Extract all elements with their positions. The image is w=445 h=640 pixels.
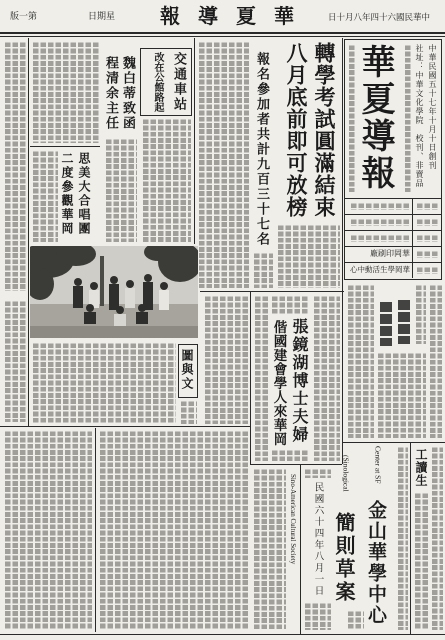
group-photo xyxy=(30,246,198,338)
wei-headline-2: 程清余主任 xyxy=(103,56,118,131)
masthead-grid-rule xyxy=(345,230,441,231)
staff-label xyxy=(415,202,439,210)
society-english-name: Sino-American Cultural Society xyxy=(289,474,297,565)
header-rule-thin xyxy=(0,36,445,37)
masthead-grid-rule xyxy=(345,246,441,247)
header-rule xyxy=(0,32,445,34)
left-margin-text xyxy=(3,300,26,422)
column-rule xyxy=(300,464,301,634)
wei-headline-1: 魏白蒂致函 xyxy=(120,56,135,131)
bottom-article-text xyxy=(3,430,92,630)
masthead-address: 社址：中華文化學院 xyxy=(415,44,424,125)
article-rule xyxy=(30,146,100,147)
notice-headline-block xyxy=(398,298,410,344)
sinology-body-text xyxy=(303,468,331,478)
footer-rule xyxy=(0,634,445,635)
masthead-grid-divider xyxy=(412,198,413,278)
work-study-headline: 工讀生 xyxy=(414,448,428,487)
staff-value xyxy=(349,202,409,210)
zhang-body-text xyxy=(253,295,268,461)
masthead-founded: 中華民國五十七年十月十日創刊 xyxy=(428,44,437,170)
chorus-headline-1: 思美大合唱團 xyxy=(77,152,91,236)
page-label: 第一版 xyxy=(10,12,38,22)
masthead-distributor: 華岡學生活動中心 xyxy=(350,265,410,274)
section-rule xyxy=(200,291,344,292)
zhang-body-text xyxy=(270,295,308,315)
lead-subhead: 報名參加者共計九百三十七名 xyxy=(254,52,269,247)
sinology-headline-2: 簡則草案 xyxy=(332,512,356,604)
lead-body-text xyxy=(252,252,273,288)
chorus-body-text xyxy=(31,150,58,242)
masthead-grid-rule xyxy=(345,262,441,263)
left-margin-text xyxy=(3,41,26,291)
column-rule xyxy=(410,442,411,634)
staff-label xyxy=(415,266,439,274)
chorus-headline-2: 二度參觀華岡 xyxy=(60,152,74,236)
staff-label xyxy=(415,234,439,242)
zhang-body-text xyxy=(270,449,308,461)
column-rule xyxy=(342,38,343,464)
bus-headline-1: 交通車站 xyxy=(171,52,186,112)
masthead-issue-column xyxy=(347,44,355,192)
notice-body-text xyxy=(376,352,426,438)
bus-body-text xyxy=(141,118,191,242)
section-rule xyxy=(0,426,250,427)
staff-label xyxy=(415,218,439,226)
lead-headline-2: 八月底前即可放榜 xyxy=(284,42,309,218)
masthead-title: 華夏導報 xyxy=(355,44,395,192)
lead-headline-1: 轉學考試圓滿結束 xyxy=(312,42,337,218)
bus-headline-2: 改在公館路起 xyxy=(152,52,163,112)
photo-article-text xyxy=(31,342,176,424)
lead-body-text xyxy=(276,224,340,288)
sinology-headline-1: 金山華學中心 xyxy=(365,500,387,626)
work-study-body-text xyxy=(413,492,428,630)
staff-value xyxy=(349,234,409,242)
section-rule xyxy=(342,442,445,443)
notice-body-text xyxy=(414,284,426,344)
sinology-body-text xyxy=(396,446,408,630)
photo-article-text xyxy=(203,295,248,424)
staff-label xyxy=(415,250,439,258)
staff-value xyxy=(349,218,409,226)
photo-caption: 圖與文 xyxy=(180,349,194,391)
masthead-grid-rule xyxy=(345,214,441,215)
column-rule xyxy=(194,38,195,244)
masthead-grid-rule xyxy=(345,198,441,199)
column-rule xyxy=(95,428,96,632)
sinology-english-label-1: Center at SF xyxy=(373,446,383,484)
sinology-body-text xyxy=(346,610,364,630)
issue-date: 中華民國六十四年八月十日 xyxy=(328,13,431,23)
sinology-date: 民國六十四年八月一日 xyxy=(312,482,324,597)
sinology-body-text xyxy=(303,602,331,630)
wei-body-text xyxy=(31,41,99,143)
notice-body-text xyxy=(346,284,374,438)
weekday: 星期日 xyxy=(88,12,116,22)
notice-body-text xyxy=(428,284,442,438)
masthead-printer: 華岡印刷廠 xyxy=(370,249,410,258)
work-study-body-text xyxy=(430,446,443,630)
header-title: 華夏導報 xyxy=(160,4,312,28)
masthead-note: 校刊、非賣品 xyxy=(415,134,424,188)
zhang-body-text xyxy=(312,295,340,461)
tree-trunk xyxy=(100,256,104,306)
masthead-side-column xyxy=(403,44,412,192)
zhang-headline-2: 偕國建會學人來華岡 xyxy=(270,320,287,446)
sinology-english-label-2: (Sinological xyxy=(341,455,351,492)
column-rule xyxy=(28,38,29,426)
photo-foreground xyxy=(30,326,198,338)
zhang-headline-1: 張鏡湖博士夫婦 xyxy=(290,318,309,444)
wei-body-text xyxy=(104,138,137,242)
column-rule xyxy=(250,292,251,464)
lead-body-text xyxy=(197,41,249,288)
photo-article-text xyxy=(179,400,197,424)
notice-headline-block xyxy=(380,300,392,346)
bottom-article-text xyxy=(98,430,248,630)
section-rule xyxy=(250,464,342,465)
bottom-article-text xyxy=(252,468,286,630)
